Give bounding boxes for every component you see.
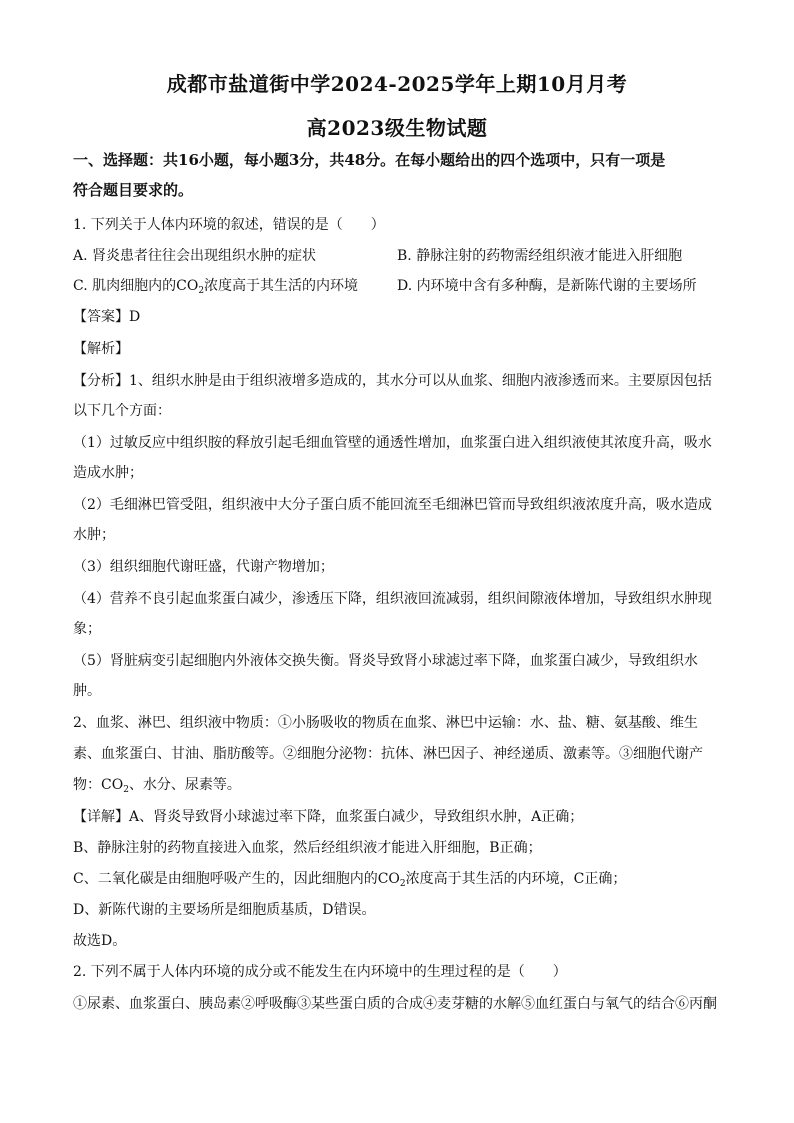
point-4-line-2: 象； [73,621,101,637]
point-4-line-1: （4）营养不良引起血浆蛋白减少，渗透压下降，组织液回流减弱，组织间隙液体增加，导致组织水肿现 [73,591,712,607]
point-2-line-1: （2）毛细淋巴管受阻，组织液中大分子蛋白质不能回流至毛细淋巴管而导致组织液浓度升高，吸水造成 [73,497,712,513]
substances-line-1: 2、血浆、淋巴、组织液中物质：①小肠吸收的物质在血浆、淋巴中运输：水、盐、糖、氨基酸、维生 [73,715,698,731]
detail-c: C、二氧化碳是由细胞呼吸产生的，因此细胞内的$CO_2$浓度高于其生活的内环境，C正确； [73,871,627,889]
question-2-items: ①尿素、血浆蛋白、胰岛素②呼吸酶③某些蛋白质的合成④麦芽糖的水解⑤血红蛋白与氧气的结合⑥丙酮 [73,996,717,1012]
point-3-line-1: （3）组织细胞代谢旺盛，代谢产物增加； [73,559,334,575]
answer-value: D [129,309,141,325]
detail-a: 【详解】A、肾炎导致肾小球滤过率下降，血浆蛋白减少，导致组织水肿，A正确； [73,809,584,825]
question-1-option-b: B. 静脉注射的药物需经组织液才能进入肝细胞 [397,248,683,264]
analysis-tag: 【解析】 [73,341,129,357]
question-1-option-c: C. 肌肉细胞内的$CO_2$浓度高于其生活的内环境 [73,278,359,296]
fenxi-tag: 【分析】 [73,373,129,389]
fenxi-line-1: 【分析】1、组织水肿是由于组织液增多造成的，其水分可以从血浆、细胞内液渗透而来。主要原因包括 [73,373,712,389]
point-1-line-1: （1）过敏反应中组织胺的释放引起毛细血管壁的通透性增加，血浆蛋白进入组织液使其浓度升高，吸水 [73,435,712,451]
section-heading-line1: 一、选择题：共16小题，每小题3分，共48分。在每小题给出的四个选项中，只有一项是 [73,151,666,169]
question-2-stem: 2. 下列不属于人体内环境的成分或不能发生在内环境中的生理过程的是（ ） [73,964,567,980]
conclusion: 故选D。 [73,933,127,949]
question-1-option-a: A. 肾炎患者往往会出现组织水肿的症状 [73,248,317,264]
substances-line-2: 素、血浆蛋白、甘油、脂肪酸等。②细胞分泌物：抗体、淋巴因子、神经递质、激素等。③细胞代谢产 [73,746,703,762]
detail-b: B、静脉注射的药物直接进入血浆，然后经组织液才能进入肝细胞，B正确； [73,840,542,856]
question-1-stem: 1. 下列关于人体内环境的叙述，错误的是（ ） [73,217,385,233]
detail-d: D、新陈代谢的主要场所是细胞质基质，D错误。 [73,902,376,918]
answer-line [73,306,733,326]
exam-title: 成都市盐道街中学2024-2025学年上期10月月考 [166,72,628,96]
point-2-line-2: 水肿； [73,527,115,543]
point-1-line-2: 造成水肿； [73,465,143,481]
point-5-line-1: （5）肾脏病变引起细胞内外液体交换失衡。肾炎导致肾小球滤过率下降，血浆蛋白减少，导致组织水 [73,653,698,669]
question-1-option-d: D. 内环境中含有多种酶，是新陈代谢的主要场所 [397,278,697,294]
detail-tag: 【详解】 [73,809,129,825]
point-5-line-2: 肿。 [73,683,101,699]
substances-line-3: 物：$CO_2$、水分、尿素等。 [73,777,241,795]
section-heading-line2: 符合题目要求的。 [73,181,194,199]
exam-subtitle: 高2023级生物试题 [306,116,488,140]
answer-tag: 【答案】 [73,309,129,325]
fenxi-line-2: 以下几个方面： [73,403,171,419]
section-heading [73,145,723,205]
